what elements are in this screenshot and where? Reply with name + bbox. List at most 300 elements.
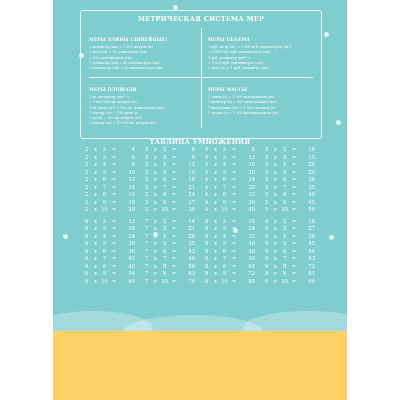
- multiplication-equals: =: [171, 241, 177, 248]
- multiplication-factor: 2: [162, 218, 167, 225]
- multiplication-equals: =: [291, 278, 297, 285]
- multiplication-factor: 7: [144, 233, 149, 240]
- multiplication-operator: x: [214, 263, 217, 270]
- multiplication-operator: x: [154, 147, 157, 153]
- multiplication-equals: =: [171, 207, 177, 213]
- multiplication-row: [82, 234, 136, 242]
- length-measure-line: = 100 сантиметров (см): [89, 55, 132, 60]
- multiplication-factor: 9: [264, 271, 269, 278]
- multiplication-row: [202, 162, 256, 170]
- volume-measures-block: [208, 37, 291, 71]
- multiplication-factor: 9: [102, 271, 107, 278]
- multiplication-column: [202, 147, 256, 291]
- multiplication-result: 20: [308, 162, 315, 168]
- volume-measure-line: = 1 000 куб. сантиметров (см³): [208, 60, 264, 65]
- multiplication-equals: =: [171, 177, 177, 183]
- multiplication-equals: =: [291, 248, 297, 255]
- multiplication-row: [82, 185, 136, 193]
- area-measures-block: [89, 87, 165, 127]
- multiplication-factor: 9: [264, 256, 269, 263]
- multiplication-result: 25: [308, 169, 315, 176]
- multiplication-row: [202, 279, 256, 287]
- multiplication-operator: x: [274, 169, 277, 176]
- multiplication-equals: =: [291, 199, 297, 206]
- multiplication-operator: x: [274, 233, 277, 240]
- multiplication-result: 8: [131, 162, 135, 168]
- multiplication-equals: =: [291, 263, 297, 270]
- multiplication-factor: 9: [282, 271, 287, 278]
- multiplication-equals: =: [231, 192, 237, 198]
- multiplication-factor: 3: [102, 154, 107, 161]
- multiplication-factor: 3: [144, 177, 149, 183]
- multiplication-factor: 7: [144, 241, 149, 248]
- multiplication-factor: 8: [204, 263, 209, 270]
- multiplication-factor: 2: [84, 184, 89, 191]
- multiplication-result: 14: [188, 218, 195, 225]
- multiplication-factor: 6: [84, 278, 89, 285]
- length-measures-block: [89, 37, 167, 71]
- multiplication-equals: =: [111, 271, 117, 278]
- multiplication-row: [202, 264, 256, 272]
- multiplication-row: [262, 200, 316, 208]
- multiplication-factor: 2: [84, 177, 89, 183]
- multiplication-equals: =: [231, 184, 237, 191]
- multiplication-operator: x: [154, 169, 157, 176]
- multiplication-row: [202, 241, 256, 249]
- multiplication-equals: =: [171, 263, 177, 270]
- multiplication-operator: x: [154, 248, 157, 255]
- multiplication-factor: 7: [222, 256, 227, 263]
- multiplication-equals: =: [171, 192, 177, 198]
- multiplication-equals: =: [171, 248, 177, 255]
- mass-measure-line: 1 килограмм (кг) = 1 000 граммов (г): [208, 105, 276, 110]
- volume-measures-heading: МЕРЫ ОБЪЕМА: [208, 37, 251, 42]
- multiplication-operator: x: [94, 271, 97, 278]
- notebook-cover: [53, 0, 347, 400]
- multiplication-factor: 4: [204, 184, 209, 191]
- multiplication-factor: 7: [162, 256, 167, 263]
- multiplication-factor: 9: [264, 218, 269, 225]
- metric-system-frame: [80, 10, 322, 139]
- area-measure-line: = 1 000 000 кв. метров (м²): [89, 100, 138, 105]
- multiplication-operator: x: [214, 154, 217, 161]
- multiplication-result: 27: [308, 226, 315, 233]
- multiplication-row: [142, 264, 196, 272]
- multiplication-row: [82, 249, 136, 257]
- multiplication-equals: =: [291, 233, 297, 240]
- multiplication-factor: 10: [281, 207, 288, 213]
- multiplication-factor: 5: [264, 207, 269, 213]
- multiplication-factor: 8: [204, 278, 209, 285]
- multiplication-equals: =: [111, 199, 117, 206]
- multiplication-equals: =: [231, 248, 237, 255]
- multiplication-factor: 10: [101, 207, 108, 213]
- multiplication-equals: =: [291, 218, 297, 225]
- multiplication-result: 16: [128, 192, 135, 198]
- multiplication-factor: 4: [204, 199, 209, 206]
- frame-divider-horizontal: [89, 77, 313, 78]
- multiplication-factor: 8: [102, 192, 107, 198]
- multiplication-operator: x: [274, 263, 277, 270]
- multiplication-row: [202, 249, 256, 257]
- multiplication-row: [142, 147, 196, 155]
- length-measure-line: 1 километр (км) = 1 000 метров (м): [89, 45, 153, 49]
- multiplication-operator: x: [94, 154, 97, 161]
- multiplication-factor: 6: [222, 248, 227, 255]
- multiplication-operator: x: [154, 162, 157, 168]
- multiplication-equals: =: [111, 154, 117, 161]
- multiplication-equals: =: [111, 226, 117, 233]
- multiplication-result: 42: [128, 256, 135, 263]
- multiplication-result: 56: [188, 263, 195, 270]
- multiplication-factor: 7: [102, 184, 107, 191]
- multiplication-factor: 8: [102, 263, 107, 270]
- multiplication-equals: =: [291, 207, 297, 213]
- multiplication-equals: =: [231, 241, 237, 248]
- multiplication-factor: 5: [264, 147, 269, 153]
- multiplication-result: 18: [308, 218, 315, 225]
- multiplication-factor: 8: [162, 263, 167, 270]
- multiplication-factor: 3: [144, 192, 149, 198]
- multiplication-row: [262, 162, 316, 170]
- multiplication-row: [142, 192, 196, 200]
- multiplication-factor: 5: [162, 169, 167, 176]
- multiplication-row: [262, 256, 316, 264]
- multiplication-factor: 5: [222, 241, 227, 248]
- multiplication-factor: 8: [162, 192, 167, 198]
- frame-divider-vertical: [201, 28, 202, 128]
- multiplication-operator: x: [94, 147, 97, 153]
- area-measure-line: 1 кв. километр (км²) =: [89, 95, 130, 99]
- multiplication-factor: 2: [162, 147, 167, 153]
- multiplication-operator: x: [94, 184, 97, 191]
- multiplication-equals: =: [231, 154, 237, 161]
- multiplication-factor: 2: [282, 218, 287, 225]
- multiplication-row: [142, 170, 196, 178]
- multiplication-operator: x: [94, 233, 97, 240]
- multiplication-result: 24: [188, 192, 195, 198]
- multiplication-equals: =: [111, 278, 117, 285]
- multiplication-result: 14: [128, 184, 135, 191]
- multiplication-equals: =: [111, 147, 117, 153]
- multiplication-result: 48: [128, 263, 135, 270]
- multiplication-equals: =: [231, 199, 237, 206]
- multiplication-factor: 3: [144, 169, 149, 176]
- multiplication-equals: =: [231, 162, 237, 168]
- multiplication-operator: x: [274, 271, 277, 278]
- multiplication-row: [82, 256, 136, 264]
- multiplication-row: [82, 155, 136, 163]
- multiplication-operator: x: [274, 184, 277, 191]
- multiplication-group-6: [82, 219, 136, 287]
- multiplication-result: 90: [308, 278, 315, 285]
- multiplication-row: [262, 207, 316, 215]
- multiplication-result: 64: [248, 263, 255, 270]
- multiplication-result: 36: [248, 199, 255, 206]
- multiplication-operator: x: [214, 278, 217, 285]
- multiplication-factor: 4: [162, 233, 167, 240]
- multiplication-factor: 2: [222, 147, 227, 153]
- multiplication-row: [202, 177, 256, 185]
- decor-dot: [63, 234, 68, 239]
- multiplication-result: 35: [308, 184, 315, 191]
- multiplication-factor: 8: [282, 263, 287, 270]
- multiplication-factor: 2: [84, 192, 89, 198]
- multiplication-row: [202, 185, 256, 193]
- multiplication-factor: 6: [102, 248, 107, 255]
- multiplication-result: 24: [248, 226, 255, 233]
- multiplication-factor: 7: [144, 226, 149, 233]
- multiplication-operator: x: [214, 169, 217, 176]
- multiplication-equals: =: [291, 162, 297, 168]
- multiplication-factor: 5: [264, 192, 269, 198]
- multiplication-factor: 9: [264, 263, 269, 270]
- multiplication-factor: 2: [84, 207, 89, 213]
- multiplication-result: 28: [188, 233, 195, 240]
- multiplication-equals: =: [111, 263, 117, 270]
- multiplication-factor: 4: [102, 162, 107, 168]
- multiplication-column: [142, 147, 196, 291]
- multiplication-result: 36: [308, 233, 315, 240]
- multiplication-result: 9: [191, 154, 195, 161]
- multiplication-equals: =: [171, 256, 177, 263]
- multiplication-result: 16: [248, 162, 255, 168]
- multiplication-operator: x: [94, 278, 97, 285]
- multiplication-equals: =: [291, 192, 297, 198]
- multiplication-operator: x: [214, 162, 217, 168]
- multiplication-factor: 6: [84, 256, 89, 263]
- multiplication-result: 70: [188, 278, 195, 285]
- multiplication-factor: 6: [102, 177, 107, 183]
- multiplication-result: 15: [188, 169, 195, 176]
- multiplication-result: 18: [128, 199, 135, 206]
- multiplication-factor: 8: [204, 248, 209, 255]
- multiplication-factor: 5: [282, 169, 287, 176]
- multiplication-row: [82, 147, 136, 155]
- multiplication-factor: 9: [102, 199, 107, 206]
- multiplication-factor: 5: [264, 162, 269, 168]
- multiplication-operator: x: [274, 207, 277, 213]
- multiplication-row: [82, 192, 136, 200]
- multiplication-group-4: [202, 147, 256, 215]
- multiplication-result: 50: [308, 207, 315, 213]
- multiplication-result: 40: [308, 192, 315, 198]
- multiplication-factor: 5: [282, 241, 287, 248]
- multiplication-result: 30: [188, 207, 195, 213]
- multiplication-factor: 6: [162, 248, 167, 255]
- multiplication-row: [142, 256, 196, 264]
- multiplication-row: [82, 271, 136, 279]
- multiplication-equals: =: [171, 184, 177, 191]
- multiplication-result: 36: [128, 248, 135, 255]
- decor-cloud: [123, 315, 263, 331]
- multiplication-operator: x: [94, 226, 97, 233]
- area-measure-line: 1 гектар (га) = 100 аров (а): [89, 110, 139, 115]
- multiplication-result: 49: [188, 256, 195, 263]
- multiplication-factor: 3: [144, 154, 149, 161]
- multiplication-factor: 8: [204, 241, 209, 248]
- multiplication-factor: 8: [204, 271, 209, 278]
- multiplication-factor: 6: [84, 248, 89, 255]
- multiplication-equals: =: [171, 271, 177, 278]
- multiplication-factor: 10: [101, 278, 108, 285]
- multiplication-factor: 3: [282, 154, 287, 161]
- multiplication-factor: 10: [161, 278, 168, 285]
- multiplication-row: [262, 170, 316, 178]
- multiplication-factor: 9: [264, 278, 269, 285]
- multiplication-factor: 9: [264, 241, 269, 248]
- multiplication-row: [202, 170, 256, 178]
- multiplication-operator: x: [214, 256, 217, 263]
- multiplication-factor: 10: [221, 207, 228, 213]
- multiplication-result: 27: [188, 199, 195, 206]
- multiplication-factor: 7: [144, 256, 149, 263]
- multiplication-factor: 8: [282, 192, 287, 198]
- multiplication-equals: =: [111, 256, 117, 263]
- multiplication-factor: 5: [162, 241, 167, 248]
- multiplication-factor: 9: [222, 199, 227, 206]
- multiplication-table-title: ТАБЛИЦА УМНОЖЕНИЯ: [149, 138, 251, 146]
- multiplication-result: 16: [248, 218, 255, 225]
- multiplication-operator: x: [154, 184, 157, 191]
- multiplication-result: 60: [128, 278, 135, 285]
- multiplication-group-5: [262, 147, 316, 215]
- multiplication-column: [262, 147, 316, 291]
- multiplication-result: 24: [248, 177, 255, 183]
- multiplication-equals: =: [291, 241, 297, 248]
- multiplication-equals: =: [291, 169, 297, 176]
- multiplication-factor: 3: [144, 147, 149, 153]
- multiplication-equals: =: [231, 218, 237, 225]
- multiplication-factor: 7: [144, 271, 149, 278]
- multiplication-equals: =: [111, 184, 117, 191]
- multiplication-equals: =: [291, 154, 297, 161]
- multiplication-equals: =: [231, 207, 237, 213]
- area-measure-line: 1 кв. метр (м²) = 100 кв. дециметров (дм²): [89, 105, 165, 110]
- multiplication-factor: 3: [162, 226, 167, 233]
- multiplication-factor: 3: [222, 154, 227, 161]
- multiplication-result: 42: [188, 248, 195, 255]
- multiplication-result: 48: [248, 248, 255, 255]
- multiplication-operator: x: [214, 147, 217, 153]
- multiplication-result: 18: [188, 177, 195, 183]
- multiplication-operator: x: [274, 154, 277, 161]
- multiplication-operator: x: [274, 226, 277, 233]
- multiplication-factor: 3: [162, 154, 167, 161]
- multiplication-result: 63: [308, 256, 315, 263]
- multiplication-operator: x: [154, 278, 157, 285]
- multiplication-row: [202, 256, 256, 264]
- multiplication-factor: 5: [102, 241, 107, 248]
- multiplication-factor: 7: [102, 256, 107, 263]
- multiplication-factor: 4: [204, 147, 209, 153]
- multiplication-operator: x: [274, 218, 277, 225]
- multiplication-row: [262, 192, 316, 200]
- multiplication-row: [82, 226, 136, 234]
- multiplication-result: 81: [308, 271, 315, 278]
- multiplication-operator: x: [94, 192, 97, 198]
- multiplication-row: [202, 234, 256, 242]
- multiplication-result: 4: [131, 147, 135, 153]
- multiplication-table: [82, 147, 322, 307]
- multiplication-factor: 8: [204, 226, 209, 233]
- multiplication-factor: 6: [84, 271, 89, 278]
- multiplication-operator: x: [154, 154, 157, 161]
- multiplication-result: 10: [308, 147, 315, 153]
- multiplication-equals: =: [111, 192, 117, 198]
- multiplication-row: [142, 234, 196, 242]
- multiplication-operator: x: [214, 184, 217, 191]
- multiplication-equals: =: [291, 147, 297, 153]
- multiplication-row: [262, 185, 316, 193]
- multiplication-row: [262, 249, 316, 257]
- multiplication-result: 80: [248, 278, 255, 285]
- length-measure-line: 1 метр (м) = 10 дециметров (дм): [89, 50, 148, 55]
- multiplication-row: [142, 241, 196, 249]
- multiplication-row: [82, 219, 136, 227]
- multiplication-operator: x: [94, 263, 97, 270]
- multiplication-row: [202, 271, 256, 279]
- multiplication-group-3: [142, 147, 196, 215]
- multiplication-operator: x: [94, 169, 97, 176]
- multiplication-operator: x: [94, 256, 97, 263]
- multiplication-operator: x: [94, 248, 97, 255]
- multiplication-factor: 5: [264, 177, 269, 183]
- area-measure-line: 1 ар (а) = 100 кв. метров (м²): [89, 116, 142, 121]
- multiplication-factor: 5: [264, 184, 269, 191]
- multiplication-factor: 9: [264, 248, 269, 255]
- volume-measure-line: 1 куб. метр (м³) = 1 000 куб. дециметров (дм³): [208, 45, 292, 49]
- multiplication-factor: 4: [204, 192, 209, 198]
- cover-panel: [53, 0, 347, 331]
- multiplication-row: [202, 219, 256, 227]
- multiplication-factor: 4: [102, 233, 107, 240]
- multiplication-equals: =: [111, 177, 117, 183]
- multiplication-operator: x: [274, 241, 277, 248]
- multiplication-result: 20: [128, 207, 135, 213]
- multiplication-factor: 3: [144, 199, 149, 206]
- multiplication-factor: 6: [282, 248, 287, 255]
- multiplication-result: 40: [248, 207, 255, 213]
- multiplication-factor: 7: [282, 184, 287, 191]
- multiplication-factor: 4: [204, 177, 209, 183]
- multiplication-operator: x: [94, 241, 97, 248]
- multiplication-result: 18: [128, 226, 135, 233]
- multiplication-operator: x: [274, 162, 277, 168]
- multiplication-operator: x: [214, 218, 217, 225]
- multiplication-row: [262, 264, 316, 272]
- multiplication-factor: 2: [84, 147, 89, 153]
- multiplication-factor: 4: [162, 162, 167, 168]
- mass-measure-line: 1 центнер (ц) = 100 килограммов (кг): [208, 100, 276, 105]
- multiplication-factor: 3: [144, 184, 149, 191]
- multiplication-result: 28: [248, 184, 255, 191]
- multiplication-equals: =: [231, 278, 237, 285]
- multiplication-equals: =: [171, 147, 177, 153]
- multiplication-factor: 5: [264, 199, 269, 206]
- yellow-bottom-strip: [53, 331, 347, 400]
- multiplication-operator: x: [214, 271, 217, 278]
- multiplication-factor: 9: [222, 271, 227, 278]
- multiplication-row: [142, 155, 196, 163]
- multiplication-result: 6: [191, 147, 195, 153]
- multiplication-equals: =: [111, 248, 117, 255]
- multiplication-factor: 8: [204, 218, 209, 225]
- multiplication-factor: 6: [84, 263, 89, 270]
- multiplication-operator: x: [154, 199, 157, 206]
- multiplication-factor: 4: [282, 162, 287, 168]
- multiplication-equals: =: [231, 256, 237, 263]
